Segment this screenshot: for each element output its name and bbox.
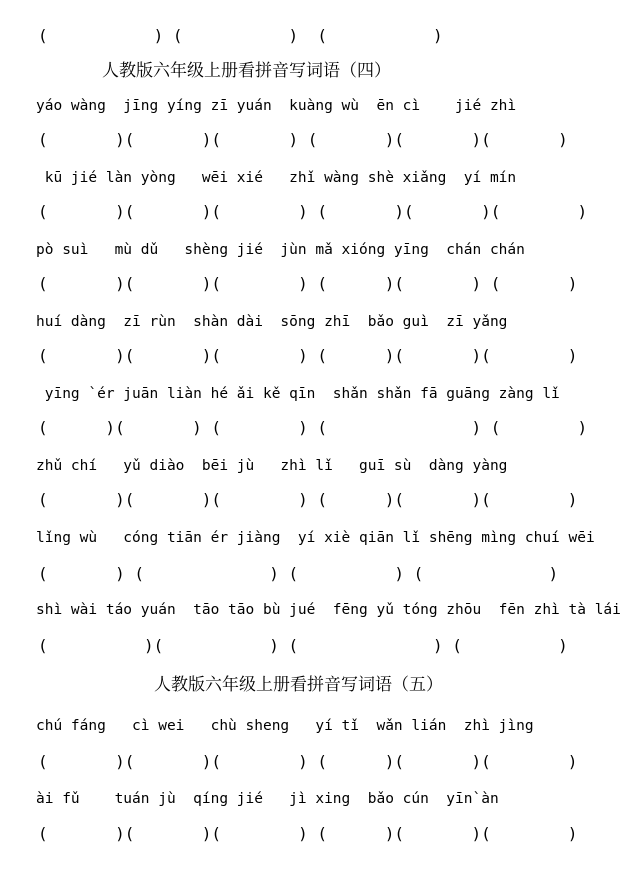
pinyin-row-2: kū jié làn yòng wēi xié zhǐ wàng shè xiǎng yí mín	[36, 170, 517, 186]
pinyin-row-7: lǐng wù cóng tiān ér jiàng yí xiè qiān lǐ shēng mìng chuí wēi	[36, 530, 595, 546]
pinyin-row-6: zhǔ chí yǔ diào bēi jù zhì lǐ guī sù dàng yàng	[36, 458, 508, 474]
pinyin-row-9: chú fáng cì wei chù sheng yí tǐ wǎn lián zhì jìng	[36, 718, 534, 734]
pinyin-row-3: pò suì mù dǔ shèng jié jùn mǎ xióng yīng chán chán	[36, 242, 525, 258]
pinyin-row-8: shì wài táo yuán tāo tāo bù jué fēng yǔ tóng zhōu fēn zhì tà lái	[36, 602, 621, 618]
answer-brackets-row-9: ( )( )( ) ( )( )( )	[38, 752, 578, 771]
section-4-title: 人教版六年级上册看拼音写词语（四）	[102, 61, 391, 81]
pinyin-row-4: huí dàng zī rùn shàn dài sōng zhī bǎo guì zī yǎng	[36, 314, 508, 330]
top-answer-brackets: ( ) ( ) ( )	[38, 26, 443, 45]
answer-brackets-row-10: ( )( )( ) ( )( )( )	[38, 824, 578, 843]
answer-brackets-row-7: ( ) ( ) ( ) ( )	[38, 564, 559, 583]
answer-brackets-row-8: ( )( ) ( ) ( )	[38, 636, 568, 655]
answer-brackets-row-4: ( )( )( ) ( )( )( )	[38, 346, 578, 365]
pinyin-row-5: yīng `ér juān liàn hé ǎi kě qīn shǎn shǎn fā guāng zàng lǐ	[36, 386, 560, 402]
pinyin-row-10: ài fǔ tuán jù qíng jié jì xing bǎo cún yīn`àn	[36, 791, 499, 807]
answer-brackets-row-2: ( )( )( ) ( )( )( )	[38, 202, 588, 221]
section-5-title: 人教版六年级上册看拼音写词语（五）	[154, 675, 443, 695]
pinyin-row-1: yáo wàng jīng yíng zī yuán kuàng wù ēn cì jié zhì	[36, 98, 517, 114]
answer-brackets-row-6: ( )( )( ) ( )( )( )	[38, 490, 578, 509]
answer-brackets-row-3: ( )( )( ) ( )( ) ( )	[38, 274, 578, 293]
answer-brackets-row-5: ( )( ) ( ) ( ) ( )	[38, 418, 588, 437]
answer-brackets-row-1: ( )( )( ) ( )( )( )	[38, 130, 568, 149]
